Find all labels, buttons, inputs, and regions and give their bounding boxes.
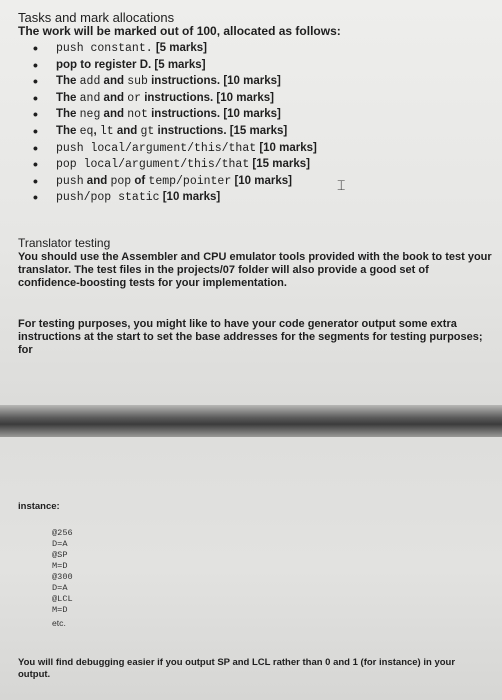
item-text: and [100, 108, 128, 121]
item-text: The [56, 91, 80, 104]
item-text: and [100, 75, 128, 88]
mark-item [30, 173, 317, 190]
item-text: [10 marks] [256, 141, 317, 154]
item-text: The [56, 124, 80, 137]
code-term: push constant. [56, 42, 153, 55]
item-text: and [113, 124, 141, 137]
item-text: instructions. [15 marks] [154, 124, 288, 137]
code-term: pop local/argument/this/that [56, 158, 250, 172]
item-text: [10 marks] [231, 174, 292, 187]
code-term: gt [140, 124, 155, 138]
mark-item [30, 106, 317, 123]
item-text: [10 marks] [159, 191, 221, 204]
text-cursor-icon: ⌶ [337, 177, 346, 193]
code-term: not [127, 108, 148, 122]
code-term: and [79, 91, 101, 105]
instance-label: instance: [18, 501, 60, 512]
code-line: @300 [52, 572, 73, 582]
code-term: push local/argument/this/that [56, 141, 257, 155]
mark-item [30, 73, 317, 90]
code-line: D=A [52, 539, 68, 549]
code-line: etc. [52, 618, 66, 628]
mark-item [30, 57, 317, 74]
code-term: add [79, 75, 101, 89]
mark-item [30, 156, 317, 173]
code-term: pop [110, 174, 132, 188]
code-line: M=D [52, 561, 68, 571]
item-text: and [100, 91, 128, 104]
item-text: instructions. [10 marks] [147, 75, 281, 88]
testing-heading: Translator testing [18, 236, 111, 250]
code-term: push [56, 174, 84, 188]
code-term: temp/pointer [148, 174, 232, 188]
code-term: or [127, 91, 142, 105]
code-line: M=D [52, 605, 68, 615]
item-text: instructions. [10 marks] [147, 108, 281, 121]
code-line: @LCL [52, 594, 73, 604]
item-text: , [93, 124, 100, 137]
item-text: instructions. [10 marks] [141, 91, 274, 104]
mark-item [30, 123, 317, 140]
code-block [52, 528, 73, 629]
code-term: push/pop static [56, 191, 160, 205]
code-term: eq [79, 124, 94, 138]
mark-item [30, 189, 317, 206]
intro-text: The work will be marked out of 100, allocated as follows: [18, 24, 341, 38]
page-fold-shadow [0, 405, 502, 437]
testing-paragraph: You should use the Assembler and CPU emulator tools provided with the book to test your translator. The test files in the projects/07 folder will also provide a good set of confidence-boosting tests for your implementation. [18, 251, 492, 289]
code-line: @256 [52, 528, 73, 538]
code-term: lt [99, 124, 114, 138]
code-line: @SP [52, 550, 68, 560]
item-text: pop to register D. [5 marks] [56, 58, 206, 71]
item-text: of [131, 174, 149, 187]
code-term: neg [79, 108, 101, 122]
section-heading: Tasks and mark allocations [18, 10, 175, 25]
mark-item [30, 140, 317, 157]
item-text: The [56, 75, 80, 88]
code-term: sub [127, 75, 148, 89]
item-text: and [83, 174, 111, 187]
item-text: The [56, 108, 80, 121]
item-text: [5 marks] [152, 42, 207, 54]
marks-list [30, 40, 317, 206]
purposes-paragraph: For testing purposes, you might like to have your code generator output some extra instructions at the start to set the base addresses for the segments for testing purposes; for [18, 318, 483, 356]
mark-item [30, 40, 317, 57]
debug-paragraph: You will find debugging easier if you output SP and LCL rather than 0 and 1 (for instance) in your output. [18, 657, 456, 680]
mark-item [30, 90, 317, 107]
code-line: D=A [52, 583, 68, 593]
item-text: [15 marks] [249, 158, 310, 171]
